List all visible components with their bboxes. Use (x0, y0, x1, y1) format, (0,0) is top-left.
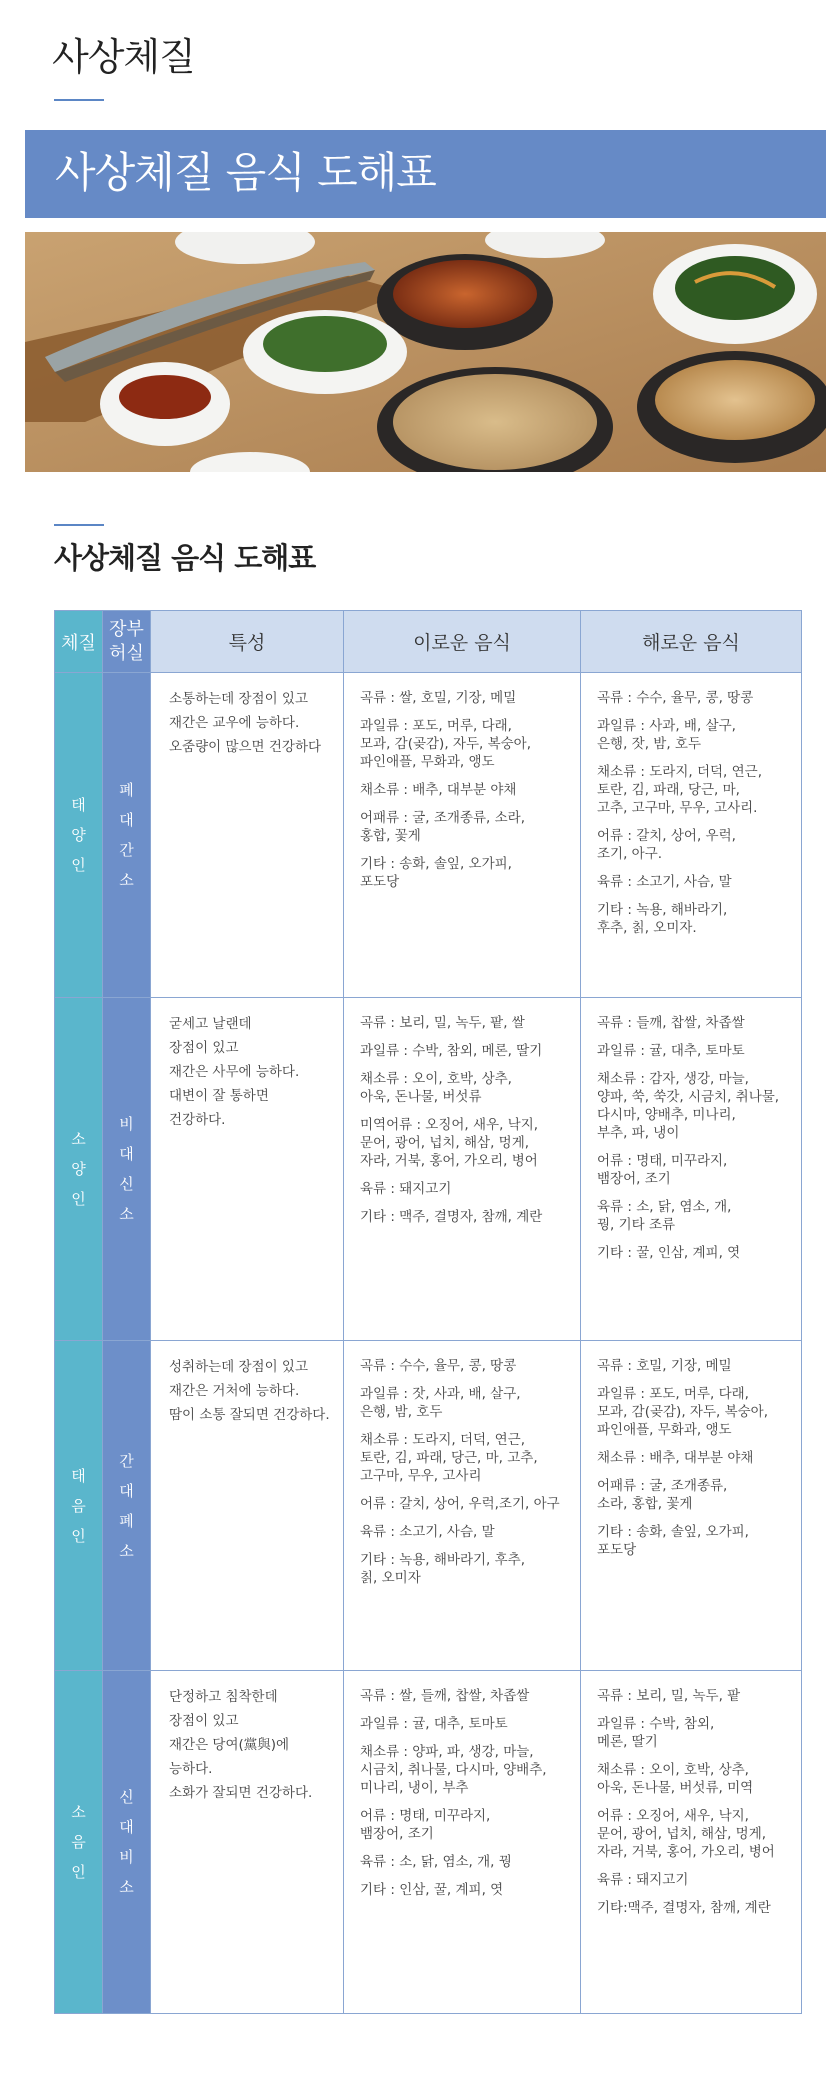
good-food-item: 채소류 : 도라지, 더덕, 연근, 토란, 김, 파래, 당근, 마, 고추, 고구마, 무우, 고사리 (360, 1432, 538, 1484)
bad-food-item: 곡류 : 호밀, 기장, 메밀 (597, 1358, 732, 1374)
constitution-type: 소음인 (71, 1803, 86, 1881)
banner-title: 사상체질 음식 도해표 (25, 130, 826, 218)
table-row (55, 998, 802, 1341)
good-food-item: 과일류 : 잣, 사과, 배, 살구, 은행, 밤, 호두 (360, 1386, 521, 1420)
good-food-item: 곡류 : 쌀, 들깨, 찹쌀, 차좁쌀 (360, 1688, 530, 1704)
good-food-item: 기타 : 맥주, 결명자, 참깨, 계란 (360, 1209, 543, 1225)
header-bad-food: 해로운 음식 (581, 611, 802, 673)
good-food-item: 과일류 : 포도, 머루, 다래, 모과, 감(곶감), 자두, 복숭아, 파인애플, 무화과, 앵도 (360, 718, 531, 770)
constitution-type: 태양인 (71, 796, 86, 874)
bad-food-item: 육류 : 소고기, 사슴, 말 (597, 874, 732, 890)
organ-balance: 간대폐소 (119, 1451, 134, 1560)
section-underline (54, 524, 104, 526)
constitution-type-cell (55, 1671, 103, 2014)
table-header-row (55, 611, 802, 673)
organ-balance: 폐대간소 (119, 781, 134, 889)
good-food-cell (344, 998, 581, 1341)
table-row (55, 1341, 802, 1671)
table-row (55, 1671, 802, 2014)
bad-food-item: 채소류 : 도라지, 더덕, 연근, 토란, 김, 파래, 당근, 마, 고추, 고구마, 무우, 고사리. (597, 764, 762, 816)
header-type: 체질 (55, 611, 103, 673)
header-good-food: 이로운 음식 (344, 611, 581, 673)
trait-cell: 성취하는데 장점이 있고 재간은 거처에 능하다. 땀이 소통 잘되면 건강하다. (151, 1341, 344, 1671)
bad-food-cell (581, 998, 802, 1341)
good-food-item: 곡류 : 보리, 밀, 녹두, 팥, 쌀 (360, 1015, 525, 1031)
constitution-type-cell (55, 673, 103, 998)
bad-food-item: 곡류 : 수수, 율무, 콩, 땅콩 (597, 690, 754, 706)
bad-food-item: 과일류 : 수박, 참외, 메론, 딸기 (597, 1716, 715, 1750)
bad-food-item: 기타 : 송화, 솔잎, 오가피, 포도당 (597, 1524, 749, 1558)
organ-balance-cell (103, 1671, 151, 2014)
organ-balance-cell (103, 673, 151, 998)
bad-food-item: 과일류 : 포도, 머루, 다래, 모과, 감(곶감), 자두, 복숭아, 파인애플, 무화과, 앵도 (597, 1386, 768, 1438)
food-chart-table (54, 610, 802, 2014)
good-food-item: 곡류 : 쌀, 호밀, 기장, 메밀 (360, 690, 517, 706)
bad-food-item: 어류 : 오징어, 새우, 낙지, 문어, 광어, 넙치, 해삼, 멍게, 자라, 거북, 홍어, 가오리, 병어 (597, 1808, 775, 1860)
bad-food-item: 채소류 : 배추, 대부분 야채 (597, 1450, 754, 1466)
bad-food-cell (581, 673, 802, 998)
constitution-type: 태음인 (71, 1466, 86, 1545)
constitution-type-cell (55, 998, 103, 1341)
good-food-item: 육류 : 소고기, 사슴, 말 (360, 1524, 495, 1540)
good-food-item: 과일류 : 귤, 대추, 토마토 (360, 1716, 508, 1732)
bad-food-item: 육류 : 돼지고기 (597, 1872, 689, 1888)
organ-balance-cell (103, 998, 151, 1341)
section-title: 사상체질 음식 도해표 (54, 541, 316, 575)
bad-food-cell (581, 1671, 802, 2014)
good-food-item: 기타 : 인삼, 꿀, 계피, 엿 (360, 1882, 504, 1898)
header-trait: 특성 (151, 611, 344, 673)
good-food-cell (344, 1671, 581, 2014)
good-food-item: 과일류 : 수박, 참외, 메론, 딸기 (360, 1043, 543, 1059)
good-food-cell (344, 673, 581, 998)
bad-food-item: 육류 : 소, 닭, 염소, 개, 꿩, 기타 조류 (597, 1199, 732, 1233)
bad-food-item: 과일류 : 사과, 배, 살구, 은행, 잣, 밤, 호두 (597, 718, 736, 752)
bad-food-item: 기타 : 꿀, 인삼, 계피, 엿 (597, 1245, 741, 1261)
constitution-type: 소양인 (71, 1130, 86, 1208)
good-food-item: 어류 : 명태, 미꾸라지, 뱀장어, 조기 (360, 1808, 491, 1842)
good-food-item: 어류 : 갈치, 상어, 우럭,조기, 아구 (360, 1496, 560, 1512)
title-underline (54, 99, 104, 101)
bad-food-item: 어류 : 갈치, 상어, 우럭, 조기, 아구. (597, 828, 736, 862)
good-food-item: 육류 : 돼지고기 (360, 1181, 452, 1197)
constitution-type-cell (55, 1341, 103, 1671)
trait-cell: 굳세고 날랜데 장점이 있고 재간은 사무에 능하다. 대변이 잘 통하면 건강하다. (151, 998, 344, 1341)
korean-meal-photo (25, 232, 826, 472)
good-food-item: 미역어류 : 오징어, 새우, 낙지, 문어, 광어, 넙치, 해삼, 멍게, 자라, 거북, 홍어, 가오리, 병어 (360, 1117, 539, 1169)
good-food-item: 어패류 : 굴, 조개종류, 소라, 홍합, 꽃게 (360, 810, 525, 844)
organ-balance-cell (103, 1341, 151, 1671)
good-food-item: 채소류 : 배추, 대부분 야채 (360, 782, 517, 798)
bad-food-item: 채소류 : 오이, 호박, 상추, 아욱, 돈나물, 버섯류, 미역 (597, 1762, 754, 1796)
bad-food-item: 어패류 : 굴, 조개종류, 소라, 홍합, 꽃게 (597, 1478, 728, 1512)
bad-food-item: 어류 : 명태, 미꾸라지, 뱀장어, 조기 (597, 1153, 728, 1187)
bad-food-item: 기타:맥주, 결명자, 참깨, 계란 (597, 1900, 771, 1916)
header-organ: 장부 허실 (103, 611, 151, 673)
good-food-item: 육류 : 소, 닭, 염소, 개, 꿩 (360, 1854, 512, 1870)
trait-cell: 소통하는데 장점이 있고 재간은 교우에 능하다. 오줌량이 많으면 건강하다 (151, 673, 344, 998)
bad-food-item: 기타 : 녹용, 해바라기, 후추, 칡, 오미자. (597, 902, 728, 936)
organ-balance: 비대신소 (119, 1115, 134, 1223)
table-row (55, 673, 802, 998)
meal-illustration (25, 232, 826, 472)
good-food-item: 채소류 : 오이, 호박, 상추, 아욱, 돈나물, 버섯류 (360, 1071, 512, 1105)
good-food-item: 기타 : 녹용, 해바라기, 후추, 칡, 오미자 (360, 1552, 525, 1586)
good-food-item: 채소류 : 양파, 파, 생강, 마늘, 시금치, 취나물, 다시마, 양배추, 미나리, 냉이, 부추 (360, 1744, 547, 1796)
page-title: 사상체질 (52, 35, 195, 79)
bad-food-item: 곡류 : 들깨, 찹쌀, 차좁쌀 (597, 1015, 745, 1031)
good-food-cell (344, 1341, 581, 1671)
good-food-item: 기타 : 송화, 솔잎, 오가피, 포도당 (360, 856, 512, 890)
good-food-item: 곡류 : 수수, 율무, 콩, 땅콩 (360, 1358, 517, 1374)
trait-cell: 단정하고 침착한데 장점이 있고 재간은 당여(黨與)에 능하다. 소화가 잘되면 건강하다. (151, 1671, 344, 2014)
bad-food-item: 곡류 : 보리, 밀, 녹두, 팥 (597, 1688, 741, 1704)
bad-food-cell (581, 1341, 802, 1671)
bad-food-item: 채소류 : 감자, 생강, 마늘, 양파, 쑥, 쑥갓, 시금치, 취나물, 다시마, 양배추, 미나리, 부추, 파, 냉이 (597, 1071, 780, 1141)
organ-balance: 신대비소 (119, 1788, 134, 1896)
bad-food-item: 과일류 : 귤, 대추, 토마토 (597, 1043, 745, 1059)
